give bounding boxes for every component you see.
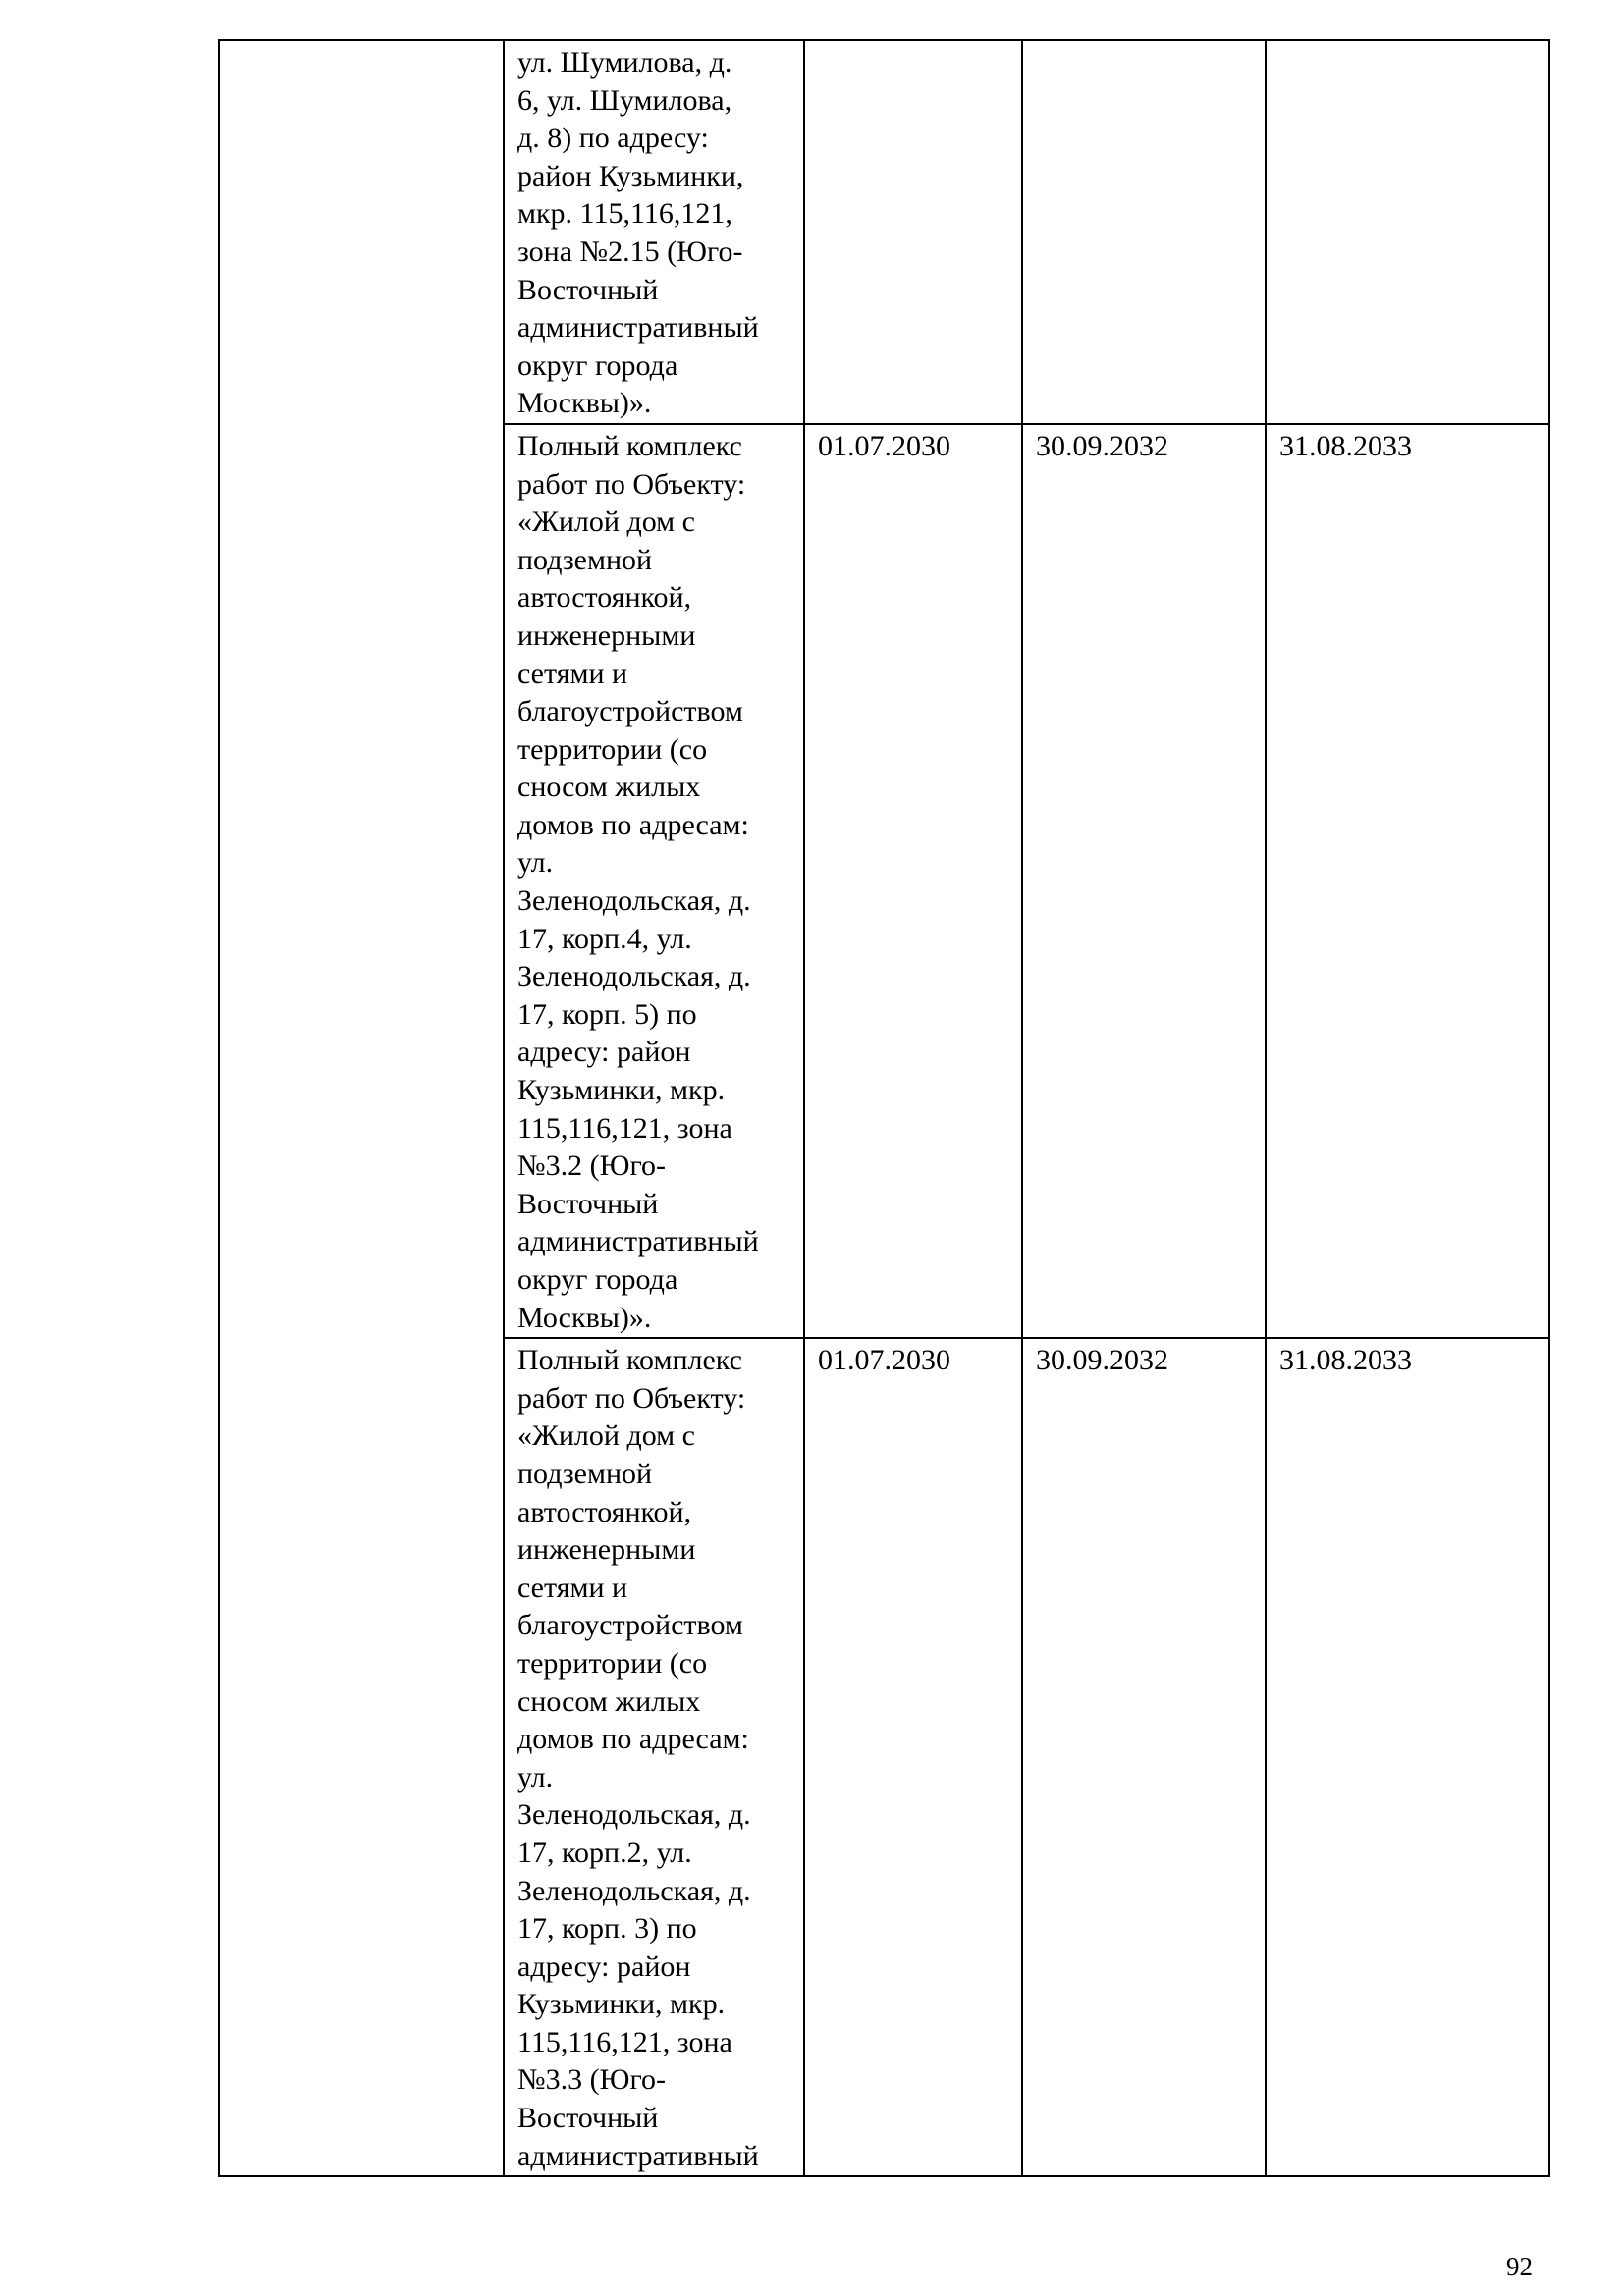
description-line: №3.3 (Юго- bbox=[517, 2063, 666, 2097]
description-line: работ по Объекту: bbox=[517, 1381, 746, 1415]
description-line: 115,116,121, зона bbox=[517, 2025, 732, 2058]
description-line: округ города bbox=[517, 1263, 678, 1296]
start-date-cell: 01.07.2030 bbox=[804, 424, 1022, 1338]
description-line: мкр. 115,116,121, bbox=[517, 197, 732, 231]
description-line: Кузьминки, мкр. bbox=[517, 1074, 726, 1107]
description-cell bbox=[504, 424, 804, 1338]
description-line: Москвы)». bbox=[517, 1301, 652, 1334]
description-line: 6, ул. Шумилова, bbox=[517, 83, 732, 117]
description-line: ул. Шумилова, д. bbox=[517, 46, 732, 79]
description-line: 115,116,121, зона bbox=[517, 1111, 732, 1145]
start-date-cell: 01.07.2030 bbox=[804, 1338, 1022, 2176]
middle-date-cell bbox=[1022, 40, 1266, 424]
description-line: №3.2 (Юго- bbox=[517, 1149, 666, 1183]
description-line: 17, корп.4, ул. bbox=[517, 922, 692, 955]
table-body bbox=[219, 40, 1549, 2176]
description-line: «Жилой дом с bbox=[517, 1419, 695, 1453]
end-date-cell: 31.08.2033 bbox=[1266, 424, 1549, 1338]
schedule-table bbox=[218, 39, 1550, 2177]
first-column-cell bbox=[219, 40, 504, 2176]
description-cell bbox=[504, 40, 804, 424]
description-line: работ по Объекту: bbox=[517, 467, 746, 501]
description-line: сносом жилых bbox=[517, 771, 701, 804]
description-line: административный bbox=[517, 1225, 759, 1258]
description-line: зона №2.15 (Юго- bbox=[517, 235, 743, 268]
table-row bbox=[219, 40, 1549, 424]
description-line: д. 8) по адресу: bbox=[517, 122, 709, 155]
description-line: Восточный bbox=[517, 273, 659, 306]
description-line: подземной bbox=[517, 543, 653, 576]
description-cell bbox=[504, 1338, 804, 2176]
page-number: 92 bbox=[1506, 2252, 1533, 2281]
description-line: инженерными bbox=[517, 1533, 696, 1567]
description-line: Полный комплекс bbox=[517, 1344, 742, 1377]
middle-date-cell: 30.09.2032 bbox=[1022, 424, 1266, 1338]
description-line: сетями и bbox=[517, 1571, 628, 1604]
start-date-cell bbox=[804, 40, 1022, 424]
description-line: автостоянкой, bbox=[517, 581, 692, 614]
description-line: Москвы)». bbox=[517, 387, 652, 420]
description-line: 17, корп.2, ул. bbox=[517, 1836, 692, 1869]
description-line: автостоянкой, bbox=[517, 1495, 692, 1528]
description-line: инженерными bbox=[517, 618, 696, 652]
description-line: территории (со bbox=[517, 1646, 708, 1680]
middle-date-cell: 30.09.2032 bbox=[1022, 1338, 1266, 2176]
description-line: округ города bbox=[517, 348, 678, 382]
description-line: ул. bbox=[517, 1760, 554, 1793]
description-line: Полный комплекс bbox=[517, 429, 742, 462]
end-date-cell bbox=[1266, 40, 1549, 424]
description-line: адресу: район bbox=[517, 1036, 691, 1069]
description-line: адресу: район bbox=[517, 1949, 691, 1983]
description-line: домов по адресам: bbox=[517, 1723, 749, 1756]
description-line: домов по адресам: bbox=[517, 808, 749, 841]
description-line: 17, корп. 3) по bbox=[517, 1912, 697, 1946]
end-date-cell: 31.08.2033 bbox=[1266, 1338, 1549, 2176]
description-line: сетями и bbox=[517, 657, 628, 690]
description-line: 17, корп. 5) по bbox=[517, 997, 697, 1031]
description-line: административный bbox=[517, 311, 759, 345]
description-line: Зеленодольская, д. bbox=[517, 884, 751, 918]
description-line: Зеленодольская, д. bbox=[517, 1874, 751, 1907]
description-line: подземной bbox=[517, 1457, 653, 1490]
description-line: территории (со bbox=[517, 732, 708, 766]
description-line: «Жилой дом с bbox=[517, 506, 695, 539]
description-line: сносом жилых bbox=[517, 1684, 701, 1718]
description-line: Кузьминки, мкр. bbox=[517, 1988, 726, 2021]
description-line: район Кузьминки, bbox=[517, 159, 744, 192]
description-line: Восточный bbox=[517, 2102, 659, 2135]
description-line: Зеленодольская, д. bbox=[517, 960, 751, 993]
description-line: административный bbox=[517, 2139, 759, 2172]
description-line: Восточный bbox=[517, 1187, 659, 1220]
description-line: благоустройством bbox=[517, 1609, 743, 1642]
description-line: ул. bbox=[517, 846, 554, 880]
description-line: благоустройством bbox=[517, 695, 743, 728]
description-line: Зеленодольская, д. bbox=[517, 1798, 751, 1832]
